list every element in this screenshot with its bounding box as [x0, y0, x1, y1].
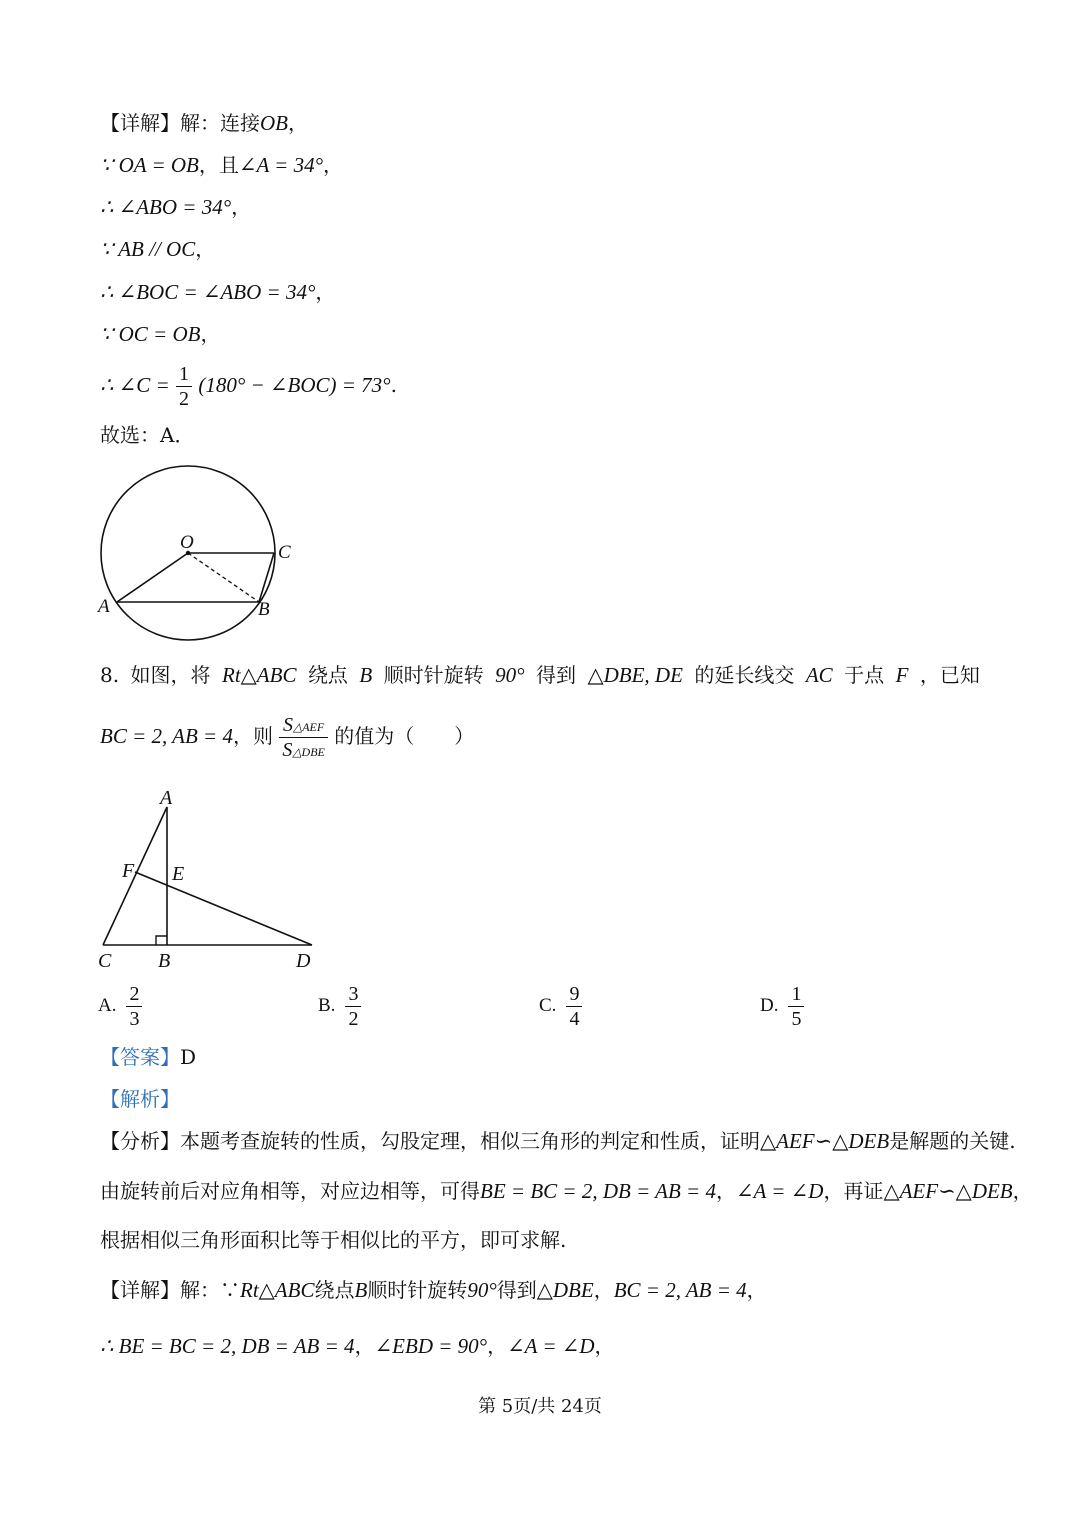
label-c: C	[278, 542, 291, 563]
solution7-choice: 故选：A．	[100, 423, 195, 447]
solution7-line2: ∵ OA = OB，且∠A = 34°，	[100, 153, 344, 177]
label-c: C	[98, 950, 112, 972]
analysis-line1: 【分析】本题考查旋转的性质，勾股定理，相似三角形的判定和性质，证明△AEF∽△DEB是解题的关键.	[100, 1129, 1016, 1153]
label-d: D	[296, 950, 311, 972]
answer-tag: 【答案】	[100, 1045, 180, 1069]
solution7-line1: 【详解】解：连接OB，	[100, 111, 308, 135]
analysis-line2: 由旋转前后对应角相等，对应边相等，可得BE = BC = 2, DB = AB = 4，∠A = ∠D，再证△AEF∽△DEB，	[100, 1179, 1033, 1203]
detail8-line1: 【详解】解：∵Rt△ABC绕点B顺时针旋转90°得到△DBE，BC = 2, AB = 4，	[100, 1278, 767, 1302]
solution7-line7: ∴ ∠C = $\frac{1}{2}$ (180° − ∠BOC) = 73°.	[100, 363, 397, 410]
label-e: E	[172, 863, 185, 885]
answer-line	[100, 1042, 196, 1072]
option-c[interactable]: C. $\frac{9}{4}$	[539, 984, 582, 1029]
solution7-line3: ∴ ∠ABO = 34°，	[100, 195, 252, 219]
solution7-line4: ∵ AB // OC，	[100, 237, 216, 261]
question8-line2: BC = 2, AB = 4，则 $\frac{\text{S△AEF}}{\text{S△DBE}}$ 的值为（ ）	[100, 714, 475, 761]
detail-tag: 【详解】	[100, 111, 180, 135]
segment-fd	[135, 872, 312, 945]
label-a: A	[160, 787, 173, 809]
circle-figure	[92, 465, 307, 645]
label-f: F	[122, 860, 135, 882]
analysis-line3: 根据相似三角形面积比等于相似比的平方，即可求解.	[100, 1228, 567, 1252]
answer-value: D	[180, 1045, 197, 1069]
question8-line1: 8. 如图，将 Rt△ABC 绕点 B 顺时针旋转 90° 得到 △DBE, DE 的延长线交 AC 于点 F ，已知	[100, 660, 980, 690]
option-a[interactable]: A. $\frac{2}{3}$	[98, 984, 142, 1029]
detail8-line2: ∴ BE = BC = 2, DB = AB = 4，∠EBD = 90°，∠A = ∠D，	[100, 1334, 615, 1358]
area-ratio-fraction: $\frac{\text{S△AEF}}{\text{S△DBE}}$	[279, 715, 328, 760]
segment-oa	[117, 553, 188, 602]
label-b: B	[258, 599, 270, 620]
solution7-line5: ∴ ∠BOC = ∠ABO = 34°，	[100, 280, 336, 304]
question-number: 8.	[100, 663, 120, 687]
page-footer: 第 5页/共 24页	[478, 1396, 602, 1417]
fraction-one-half: $\frac{1}{2}$	[176, 364, 192, 409]
right-angle-mark	[156, 936, 167, 945]
option-d[interactable]: D. $\frac{1}{5}$	[760, 984, 804, 1029]
analysis-tag: 【解析】	[100, 1087, 180, 1111]
label-a: A	[98, 596, 110, 617]
dashed-segment-ob	[188, 553, 259, 602]
solution7-line6: ∵ OC = OB，	[100, 322, 221, 346]
label-o: O	[180, 532, 194, 553]
option-b[interactable]: B. $\frac{3}{2}$	[318, 984, 361, 1029]
label-b: B	[158, 950, 171, 972]
segment-ac	[103, 807, 167, 945]
triangle-figure	[92, 785, 332, 975]
